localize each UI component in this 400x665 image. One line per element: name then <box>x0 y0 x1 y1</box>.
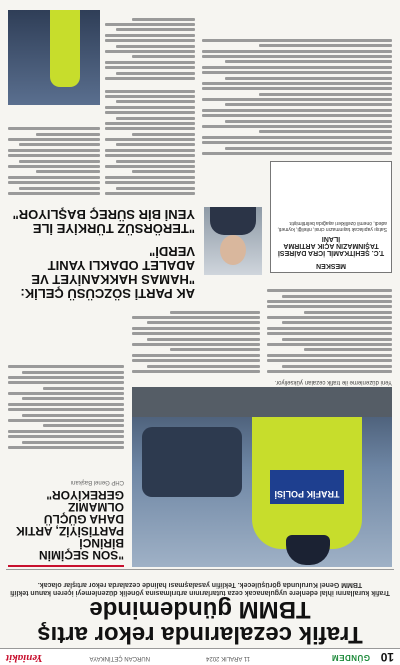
issue-date: 11 ARALIK 2024 <box>206 655 250 661</box>
notice-title: MESKEN <box>316 262 346 269</box>
brand-logo: Yeniakit <box>6 652 43 664</box>
main-photo <box>132 387 392 567</box>
text-column <box>105 15 195 80</box>
spokesman-portrait <box>204 207 262 275</box>
quote-text: "SON SEÇİMİN BİRİNCİ PARTİSİYİZ, ARTIK DAHA GÜÇLÜ OLMAMIZ GEREKİYOR" <box>16 488 124 562</box>
text-column <box>202 36 392 155</box>
second-headline: "TERÖRSÜZ TÜRKİYE İLE YENİ BİR SÜREÇ BAŞLIYOR" <box>12 207 195 236</box>
photo-caption: Yeni düzenleme ile trafik cezaları yükseliyor. <box>274 379 392 385</box>
page-number: 10 <box>380 650 394 664</box>
middle-headline: AK PARTİ SÖZCÜSÜ ÇELİK: "HAMAS HAKKANİYET VE ADALET ODAKLI YANIT VERDİ" <box>20 244 195 301</box>
officer-figure <box>50 10 80 87</box>
bottom-photo <box>8 10 100 105</box>
divider <box>6 569 394 570</box>
text-column <box>105 87 195 195</box>
text-column <box>8 125 100 195</box>
text-column <box>8 363 124 449</box>
main-headline: Trafik cezalarında rekor artış TBMM gündeminde <box>37 596 363 648</box>
police-sign: TRAFİK POLİSİ <box>270 470 344 504</box>
legal-notice <box>270 161 392 273</box>
police-car <box>142 427 242 497</box>
quote-box <box>8 453 124 567</box>
text-column <box>132 308 260 373</box>
notice-body: Satışı yapılacak taşınmazın cinsi, niteliği, kıymeti, adedi, önemli özellikleri aşağıda belirtilmiştir. <box>277 220 387 232</box>
page-header <box>0 648 400 665</box>
notice-heading: T.C. ŞEHİTKAMİL İCRA DAİRESİ TAŞINMAZIN AÇIK ARTIRMA İLANI <box>277 235 385 256</box>
main-subheadline: Trafik kurallarını ihlal edenlere uygulanacak ceza tutarlarının artırılmasına yönelik düzenlemeyi içeren kanun teklifi TBMM Genel Kurulunda görüşülecek. Teklifin yasalaşması halinde cezalarda rekor artışlar olacak. <box>10 581 390 596</box>
text-column <box>267 287 392 373</box>
officer-cap <box>286 535 330 565</box>
road <box>132 387 392 417</box>
quote-source: CHP Genel Başkanı <box>70 479 124 485</box>
section-label: GÜNDEM <box>331 653 370 662</box>
author-name: NURCAN ÇETİNKAYA <box>89 655 150 661</box>
